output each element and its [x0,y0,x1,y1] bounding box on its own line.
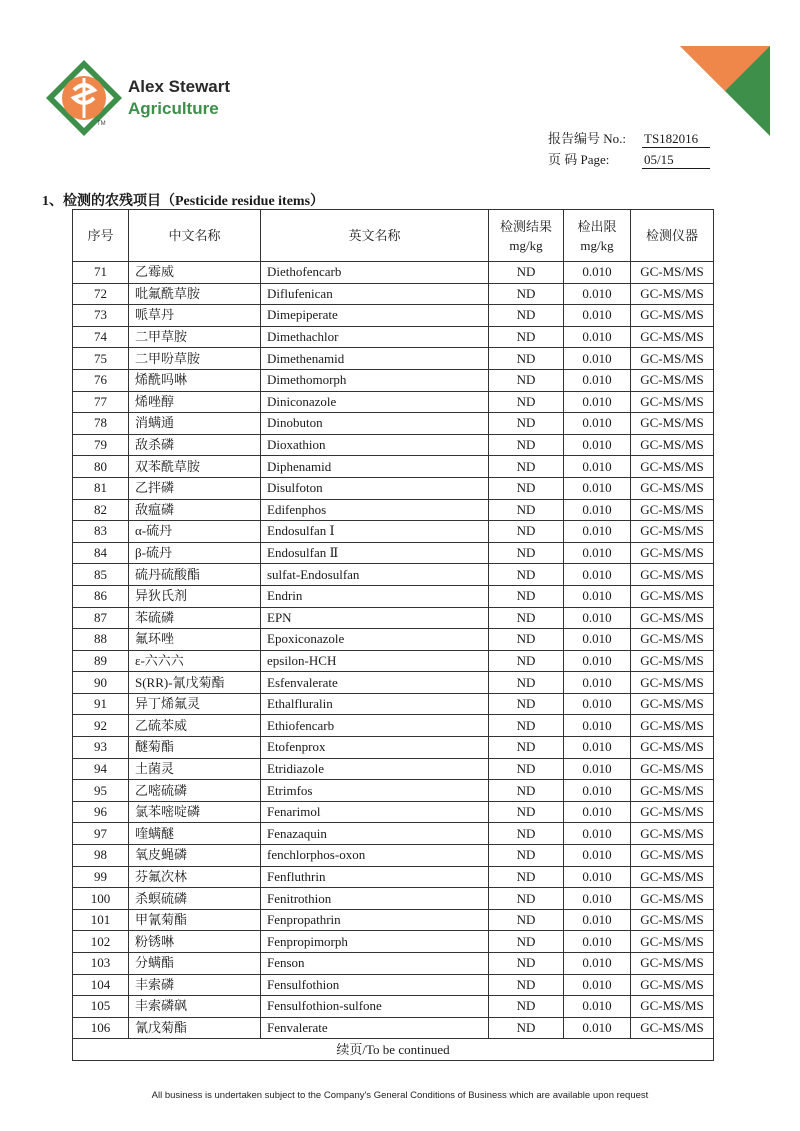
cell-result: ND [489,391,564,413]
cell-en-name: Diethofencarb [261,262,489,284]
cell-cn-name: S(RR)-氰戊菊酯 [129,672,261,694]
cell-en-name: Etofenprox [261,737,489,759]
cell-result: ND [489,758,564,780]
cell-instrument: GC-MS/MS [631,715,714,737]
cell-no: 100 [73,888,129,910]
table-row [73,672,714,694]
cell-en-name: Esfenvalerate [261,672,489,694]
table-row [73,521,714,543]
table-row [73,909,714,931]
cell-en-name: Endosulfan Ⅰ [261,521,489,543]
cell-lod: 0.010 [564,391,631,413]
cell-instrument: GC-MS/MS [631,413,714,435]
cell-instrument: GC-MS/MS [631,262,714,284]
report-meta [548,128,710,170]
company-logo-icon [44,58,124,138]
cell-lod: 0.010 [564,974,631,996]
cell-instrument: GC-MS/MS [631,909,714,931]
cell-result: ND [489,629,564,651]
report-number-label: 报告编号 No.: [548,131,627,146]
table-row [73,607,714,629]
cell-instrument: GC-MS/MS [631,369,714,391]
table-row [73,715,714,737]
cell-en-name: Ethiofencarb [261,715,489,737]
cell-no: 99 [73,866,129,888]
cell-lod: 0.010 [564,477,631,499]
footer-disclaimer: All business is undertaken subject to the Company's General Conditions of Business which are available upon request [151,1090,649,1101]
cell-result: ND [489,585,564,607]
cell-en-name: Fenitrothion [261,888,489,910]
header-lod-l2: mg/kg [580,237,614,253]
cell-no: 94 [73,758,129,780]
cell-no: 71 [73,262,129,284]
cell-lod: 0.010 [564,931,631,953]
cell-instrument: GC-MS/MS [631,305,714,327]
cell-lod: 0.010 [564,845,631,867]
cell-lod: 0.010 [564,607,631,629]
cell-lod: 0.010 [564,564,631,586]
cell-en-name: Dinobuton [261,413,489,435]
cell-en-name: Edifenphos [261,499,489,521]
cell-no: 82 [73,499,129,521]
page-number-label: 页 码 Page: [548,152,610,167]
cell-en-name: Dioxathion [261,434,489,456]
cell-lod: 0.010 [564,801,631,823]
cell-cn-name: 硫丹硫酸酯 [129,564,261,586]
cell-no: 95 [73,780,129,802]
cell-en-name: Diflufenican [261,283,489,305]
table-row [73,931,714,953]
cell-cn-name: 氰戊菊酯 [129,1017,261,1039]
cell-en-name: Fenson [261,953,489,975]
table-row [73,801,714,823]
cell-instrument: GC-MS/MS [631,348,714,370]
cell-instrument: GC-MS/MS [631,888,714,910]
cell-en-name: Dimethomorph [261,369,489,391]
cell-lod: 0.010 [564,672,631,694]
cell-no: 96 [73,801,129,823]
table-row [73,629,714,651]
cell-cn-name: 乙拌磷 [129,477,261,499]
cell-cn-name: 土菌灵 [129,758,261,780]
cell-en-name: Fensulfothion [261,974,489,996]
cell-cn-name: 氯苯嘧啶磷 [129,801,261,823]
table-row [73,434,714,456]
table-row [73,650,714,672]
cell-instrument: GC-MS/MS [631,780,714,802]
cell-instrument: GC-MS/MS [631,629,714,651]
cell-cn-name: 乙嘧硫磷 [129,780,261,802]
table-row [73,737,714,759]
section-title: 1、检测的农残项目（Pesticide residue items） [42,194,325,209]
cell-instrument: GC-MS/MS [631,996,714,1018]
cell-cn-name: 甲氰菊酯 [129,909,261,931]
table-row [73,326,714,348]
cell-lod: 0.010 [564,456,631,478]
continued-note: 续页/To be continued [73,1039,714,1061]
cell-lod: 0.010 [564,823,631,845]
table-row [73,823,714,845]
cell-cn-name: 芬氟次林 [129,866,261,888]
cell-result: ND [489,477,564,499]
cell-cn-name: 苯硫磷 [129,607,261,629]
cell-en-name: Etridiazole [261,758,489,780]
table-row [73,996,714,1018]
cell-result: ND [489,996,564,1018]
table-row [73,974,714,996]
cell-cn-name: 二甲吩草胺 [129,348,261,370]
cell-result: ND [489,909,564,931]
table-row [73,499,714,521]
cell-lod: 0.010 [564,262,631,284]
cell-result: ND [489,845,564,867]
cell-no: 104 [73,974,129,996]
header-lod [564,210,631,262]
cell-en-name: Fenfluthrin [261,866,489,888]
cell-lod: 0.010 [564,737,631,759]
cell-result: ND [489,672,564,694]
cell-en-name: Endosulfan Ⅱ [261,542,489,564]
cell-instrument: GC-MS/MS [631,456,714,478]
cell-cn-name: 粉锈啉 [129,931,261,953]
cell-instrument: GC-MS/MS [631,585,714,607]
cell-instrument: GC-MS/MS [631,434,714,456]
report-number-row [548,128,710,149]
cell-instrument: GC-MS/MS [631,693,714,715]
cell-lod: 0.010 [564,369,631,391]
cell-no: 102 [73,931,129,953]
table-row [73,1017,714,1039]
table-row [73,477,714,499]
cell-result: ND [489,823,564,845]
table-row [73,780,714,802]
cell-instrument: GC-MS/MS [631,499,714,521]
cell-result: ND [489,348,564,370]
table-row [73,845,714,867]
table-row [73,585,714,607]
cell-result: ND [489,1017,564,1039]
cell-instrument: GC-MS/MS [631,391,714,413]
cell-cn-name: 双苯酰草胺 [129,456,261,478]
cell-no: 79 [73,434,129,456]
cell-lod: 0.010 [564,909,631,931]
cell-result: ND [489,434,564,456]
cell-lod: 0.010 [564,499,631,521]
cell-lod: 0.010 [564,326,631,348]
cell-instrument: GC-MS/MS [631,650,714,672]
table-row [73,262,714,284]
cell-instrument: GC-MS/MS [631,737,714,759]
cell-en-name: Diphenamid [261,456,489,478]
cell-lod: 0.010 [564,758,631,780]
cell-en-name: Ethalfluralin [261,693,489,715]
header-lod-l1: 检出限 [577,218,617,234]
header-result-l1: 检测结果 [499,218,552,234]
cell-cn-name: 喹螨醚 [129,823,261,845]
cell-result: ND [489,305,564,327]
cell-no: 105 [73,996,129,1018]
cell-result: ND [489,953,564,975]
cell-no: 85 [73,564,129,586]
cell-instrument: GC-MS/MS [631,866,714,888]
cell-result: ND [489,974,564,996]
cell-cn-name: 醚菊酯 [129,737,261,759]
cell-cn-name: 氧皮蝇磷 [129,845,261,867]
cell-no: 90 [73,672,129,694]
cell-instrument: GC-MS/MS [631,801,714,823]
cell-cn-name: 消螨通 [129,413,261,435]
table-row [73,348,714,370]
cell-instrument: GC-MS/MS [631,542,714,564]
table-row [73,283,714,305]
cell-lod: 0.010 [564,434,631,456]
table-row [73,564,714,586]
cell-lod: 0.010 [564,693,631,715]
header-no: 序号 [73,210,129,262]
cell-no: 106 [73,1017,129,1039]
cell-instrument: GC-MS/MS [631,672,714,694]
cell-lod: 0.010 [564,413,631,435]
cell-result: ND [489,456,564,478]
report-number-value: TS182016 [642,131,710,148]
cell-en-name: Fenarimol [261,801,489,823]
table-row [73,456,714,478]
header-instrument: 检测仪器 [631,210,714,262]
cell-no: 86 [73,585,129,607]
cell-lod: 0.010 [564,866,631,888]
cell-result: ND [489,369,564,391]
cell-no: 103 [73,953,129,975]
cell-en-name: Endrin [261,585,489,607]
cell-en-name: Etrimfos [261,780,489,802]
page-number-row [548,149,710,170]
table-row [73,693,714,715]
cell-lod: 0.010 [564,780,631,802]
cell-en-name: epsilon-HCH [261,650,489,672]
cell-no: 84 [73,542,129,564]
cell-lod: 0.010 [564,521,631,543]
cell-lod: 0.010 [564,283,631,305]
cell-instrument: GC-MS/MS [631,326,714,348]
cell-result: ND [489,737,564,759]
cell-result: ND [489,780,564,802]
header-result-l2: mg/kg [509,237,543,253]
cell-no: 98 [73,845,129,867]
cell-cn-name: ε-六六六 [129,650,261,672]
cell-result: ND [489,499,564,521]
cell-result: ND [489,326,564,348]
cell-cn-name: 吡氟酰草胺 [129,283,261,305]
table-row [73,391,714,413]
cell-result: ND [489,521,564,543]
cell-result: ND [489,650,564,672]
cell-cn-name: 丰索磷 [129,974,261,996]
pesticide-residue-table [72,209,714,1061]
cell-cn-name: 丰索磷砜 [129,996,261,1018]
cell-instrument: GC-MS/MS [631,1017,714,1039]
cell-lod: 0.010 [564,629,631,651]
cell-cn-name: 异狄氏剂 [129,585,261,607]
cell-instrument: GC-MS/MS [631,758,714,780]
cell-no: 78 [73,413,129,435]
header-cn-name: 中文名称 [129,210,261,262]
cell-cn-name: 异丁烯氟灵 [129,693,261,715]
cell-result: ND [489,413,564,435]
cell-no: 89 [73,650,129,672]
cell-en-name: Dimethachlor [261,326,489,348]
cell-instrument: GC-MS/MS [631,823,714,845]
header-en-name: 英文名称 [261,210,489,262]
cell-en-name: Disulfoton [261,477,489,499]
table-row [73,413,714,435]
cell-en-name: Fenvalerate [261,1017,489,1039]
table-header-row [73,210,714,262]
company-name-line2: Agriculture [128,99,219,118]
cell-cn-name: 乙霉威 [129,262,261,284]
continued-row [73,1039,714,1061]
cell-lod: 0.010 [564,953,631,975]
cell-no: 93 [73,737,129,759]
cell-lod: 0.010 [564,305,631,327]
cell-no: 77 [73,391,129,413]
cell-cn-name: 哌草丹 [129,305,261,327]
cell-no: 91 [73,693,129,715]
company-name [128,76,230,120]
table-row [73,953,714,975]
cell-cn-name: 杀螟硫磷 [129,888,261,910]
table-row [73,888,714,910]
cell-result: ND [489,262,564,284]
cell-instrument: GC-MS/MS [631,953,714,975]
cell-en-name: Fensulfothion-sulfone [261,996,489,1018]
cell-no: 72 [73,283,129,305]
cell-instrument: GC-MS/MS [631,845,714,867]
cell-en-name: sulfat-Endosulfan [261,564,489,586]
cell-cn-name: 氟环唑 [129,629,261,651]
cell-en-name: Fenpropathrin [261,909,489,931]
cell-en-name: fenchlorphos-oxon [261,845,489,867]
cell-instrument: GC-MS/MS [631,564,714,586]
cell-no: 74 [73,326,129,348]
cell-instrument: GC-MS/MS [631,607,714,629]
cell-no: 97 [73,823,129,845]
cell-cn-name: 敌杀磷 [129,434,261,456]
cell-en-name: Dimepiperate [261,305,489,327]
cell-result: ND [489,715,564,737]
cell-cn-name: 分螨酯 [129,953,261,975]
cell-no: 87 [73,607,129,629]
cell-cn-name: 烯酰吗啉 [129,369,261,391]
cell-cn-name: 乙硫苯威 [129,715,261,737]
table-row [73,866,714,888]
cell-lod: 0.010 [564,715,631,737]
cell-cn-name: β-硫丹 [129,542,261,564]
cell-result: ND [489,607,564,629]
header-result [489,210,564,262]
cell-cn-name: 烯唑醇 [129,391,261,413]
cell-result: ND [489,801,564,823]
cell-result: ND [489,542,564,564]
cell-no: 75 [73,348,129,370]
cell-result: ND [489,283,564,305]
cell-result: ND [489,564,564,586]
cell-no: 83 [73,521,129,543]
cell-lod: 0.010 [564,348,631,370]
cell-instrument: GC-MS/MS [631,931,714,953]
cell-no: 73 [73,305,129,327]
table-row [73,369,714,391]
cell-instrument: GC-MS/MS [631,477,714,499]
cell-en-name: Diniconazole [261,391,489,413]
cell-no: 92 [73,715,129,737]
cell-no: 80 [73,456,129,478]
cell-lod: 0.010 [564,585,631,607]
table-row [73,542,714,564]
cell-result: ND [489,866,564,888]
page-number-value: 05/15 [642,152,710,169]
cell-lod: 0.010 [564,888,631,910]
cell-en-name: Dimethenamid [261,348,489,370]
cell-instrument: GC-MS/MS [631,521,714,543]
cell-result: ND [489,931,564,953]
trademark-mark: TM [97,121,106,127]
cell-cn-name: 敌瘟磷 [129,499,261,521]
cell-lod: 0.010 [564,996,631,1018]
cell-en-name: Epoxiconazole [261,629,489,651]
company-name-line1: Alex Stewart [128,77,231,96]
cell-no: 81 [73,477,129,499]
cell-lod: 0.010 [564,650,631,672]
cell-instrument: GC-MS/MS [631,974,714,996]
cell-cn-name: 二甲草胺 [129,326,261,348]
cell-lod: 0.010 [564,542,631,564]
table-row [73,758,714,780]
cell-result: ND [489,888,564,910]
cell-no: 88 [73,629,129,651]
corner-decoration-icon [680,46,770,136]
cell-instrument: GC-MS/MS [631,283,714,305]
cell-result: ND [489,693,564,715]
cell-en-name: Fenpropimorph [261,931,489,953]
cell-en-name: EPN [261,607,489,629]
cell-en-name: Fenazaquin [261,823,489,845]
cell-lod: 0.010 [564,1017,631,1039]
cell-no: 101 [73,909,129,931]
cell-cn-name: α-硫丹 [129,521,261,543]
cell-no: 76 [73,369,129,391]
table-row [73,305,714,327]
